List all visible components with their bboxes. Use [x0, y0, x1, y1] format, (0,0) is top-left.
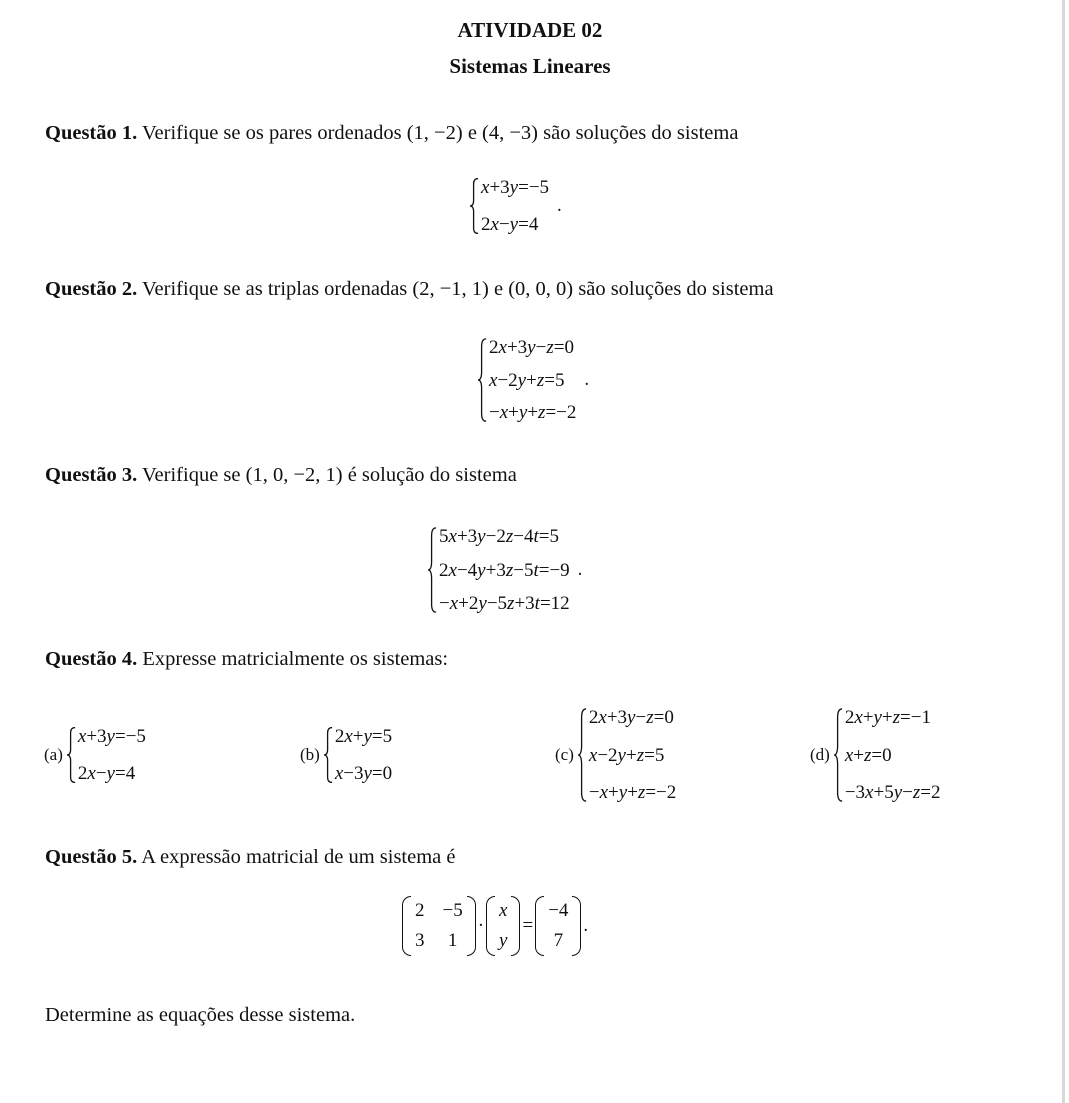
matrix-cell: y	[499, 930, 508, 951]
item-label: (c)	[555, 745, 574, 764]
scrollbar[interactable]	[1062, 0, 1065, 1103]
question-2	[45, 278, 774, 301]
question-label: Questão 3.	[45, 464, 138, 486]
question-3	[45, 464, 517, 487]
system-q2	[478, 338, 589, 422]
question-label: Questão 5.	[45, 846, 138, 868]
equation: x+3y=−5	[77, 726, 146, 747]
equation: −x+2y−5z+3t=12	[439, 593, 570, 614]
matrix-cell: 3	[415, 930, 425, 951]
left-brace-icon	[428, 527, 437, 613]
equation: 2x−4y+3z−5t=−9	[439, 559, 570, 581]
matrix-cell: −4	[548, 900, 569, 921]
question-1	[45, 122, 738, 145]
question-label: Questão 4.	[45, 648, 138, 670]
system-q4a	[44, 727, 148, 783]
left-brace-icon	[834, 708, 843, 802]
question-text: Verifique se as triplas ordenadas (2, −1, 1) e (0, 0, 0) são soluções do sistema	[142, 278, 774, 300]
left-brace-icon	[324, 727, 333, 783]
page-subtitle: Sistemas Lineares	[449, 54, 611, 78]
equation: x−3y=0	[334, 763, 393, 784]
dot-operator: ·	[477, 915, 485, 936]
system-q4d	[810, 708, 942, 802]
system-q3	[428, 527, 582, 613]
question-text: Verifique se os pares ordenados (1, −2) e (4, −3) são soluções do sistema	[142, 122, 739, 144]
equation: 2x+y+z=−1	[844, 707, 931, 728]
variable-vector	[486, 896, 520, 956]
rhs-vector	[535, 896, 581, 956]
left-brace-icon	[67, 727, 76, 783]
equation: 2x+3y−z=0	[588, 707, 674, 728]
question-4	[45, 648, 448, 671]
period: .	[583, 915, 589, 936]
equation: x−2y+z=5	[588, 744, 665, 766]
question-5-followup: Determine as equações desse sistema.	[45, 1004, 356, 1026]
system-q4b	[300, 727, 394, 783]
system-q4c	[555, 708, 678, 802]
coefficient-matrix	[402, 896, 476, 956]
question-5	[45, 846, 456, 869]
period: .	[557, 195, 562, 216]
matrix-cell: 1	[447, 930, 458, 951]
matrix-cell: −5	[442, 900, 463, 921]
equation: −x+y+z=−2	[489, 402, 577, 423]
equation: x+z=0	[844, 744, 892, 766]
item-label: (b)	[300, 745, 320, 764]
equation: x+3y=−5	[481, 177, 550, 198]
left-brace-icon	[578, 708, 587, 802]
left-brace-icon	[478, 338, 487, 422]
matrix-cell: 2	[415, 900, 425, 921]
equals-sign: =	[522, 915, 534, 936]
system-q1	[470, 178, 562, 234]
matrix-cell: 7	[553, 930, 564, 951]
question-label: Questão 1.	[45, 122, 138, 144]
question-text: Verifique se (1, 0, −2, 1) é solução do sistema	[142, 464, 517, 486]
equation: 2x+3y−z=0	[489, 337, 574, 358]
question-text: Expresse matricialmente os sistemas:	[142, 648, 449, 670]
matrix-cell: x	[499, 900, 508, 921]
equation: 2x+y=5	[334, 726, 393, 747]
equation: −x+y+z=−2	[588, 782, 677, 803]
item-label: (d)	[810, 745, 830, 764]
period: .	[584, 369, 590, 390]
question-label: Questão 2.	[45, 278, 138, 300]
equation: 5x+3y−2z−4t=5	[439, 526, 559, 547]
page-title: ATIVIDADE 02	[457, 18, 603, 42]
equation: 2x−y=4	[481, 214, 539, 235]
equation: −3x+5y−z=2	[844, 782, 941, 803]
matrix-equation	[400, 895, 588, 957]
question-text: A expressão matricial de um sistema é	[141, 846, 456, 868]
left-brace-icon	[470, 178, 479, 234]
equation: x−2y+z=5	[489, 369, 565, 391]
item-label: (a)	[44, 745, 63, 764]
period: .	[577, 559, 583, 580]
equation: 2x−y=4	[77, 763, 136, 784]
